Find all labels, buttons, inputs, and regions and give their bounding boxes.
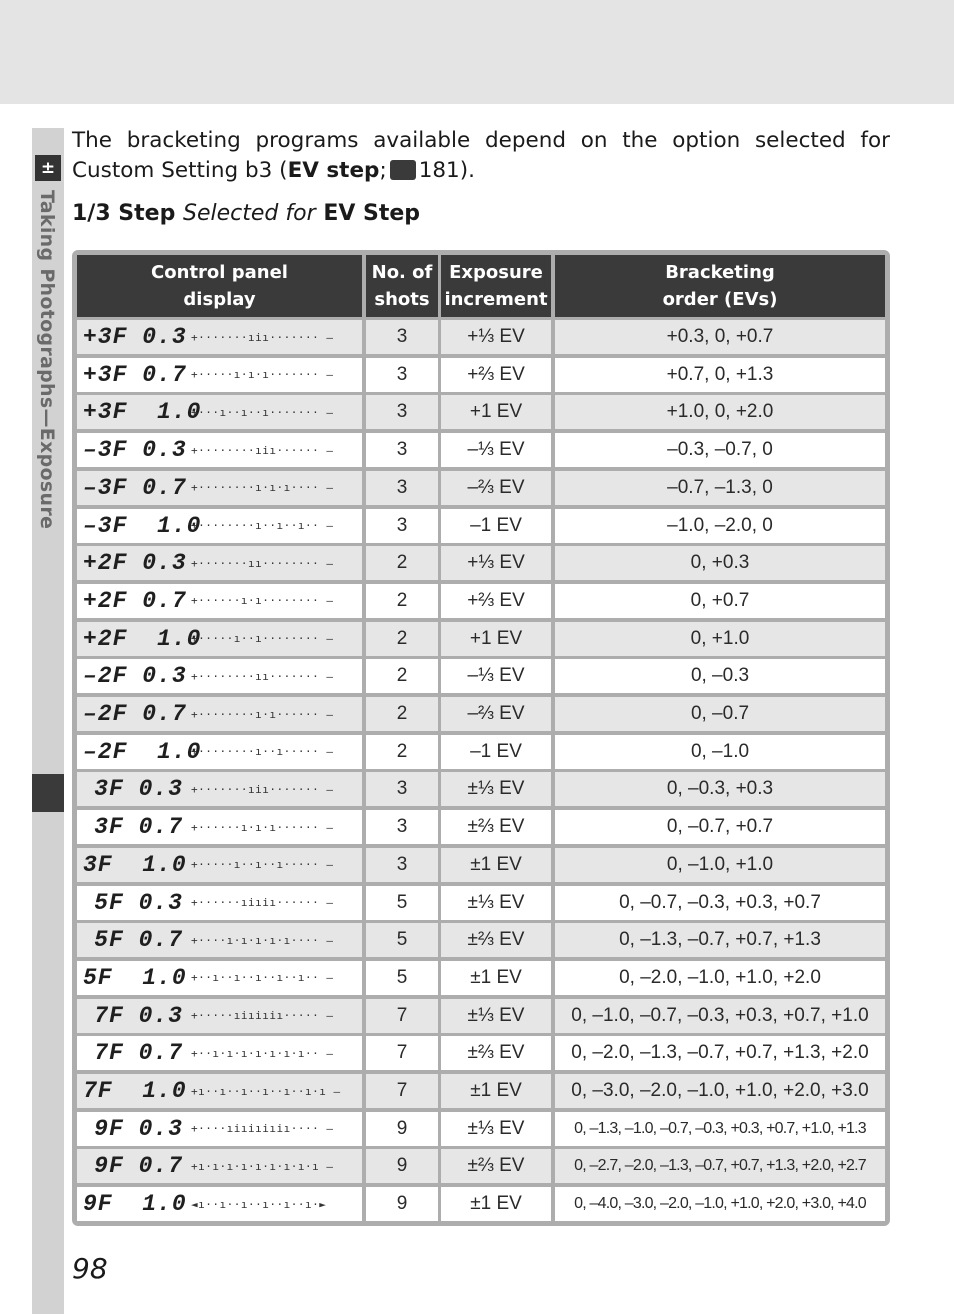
exposure-indicator: +···ı··ı··ı······· – <box>191 405 334 419</box>
intro-text: The bracketing programs available depend on the option selected for Custom Setting b3 ( <box>72 128 890 183</box>
control-panel-display-cell <box>77 848 362 882</box>
exposure-indicator: +····ı·ı·ı·ı·ı···· – <box>191 933 334 947</box>
lcd-readout: 5F 1.0 <box>83 964 187 991</box>
header-order <box>555 255 885 317</box>
incr-cell: +⅔ EV <box>441 358 551 392</box>
lcd-readout: 9F 1.0 <box>83 1191 187 1218</box>
lcd-readout: +3F 0.7 <box>83 361 187 388</box>
lcd-readout: 5F 0.3 <box>94 889 183 916</box>
exposure-indicator: +······ı·ı·ı······ – <box>191 820 334 834</box>
chapter-label: Taking Photographs—Exposure <box>36 190 58 530</box>
heading-part-3: EV Step <box>323 201 421 226</box>
incr-cell: –1 EV <box>441 735 551 769</box>
control-panel-display-cell <box>77 923 362 957</box>
lcd-readout: –2F 0.7 <box>83 701 187 727</box>
incr-cell: ±⅓ EV <box>441 886 551 920</box>
incr-cell: ±1 EV <box>441 848 551 882</box>
incr-cell: ±⅔ EV <box>441 1149 551 1183</box>
header-display-line1: Control panel <box>151 262 288 283</box>
header-display <box>77 255 362 317</box>
exposure-indicator: +········ı··ı··ı·· – <box>191 519 334 532</box>
order-cell: 0, –0.3, +0.3 <box>555 772 885 806</box>
order-cell: +1.0, 0, +2.0 <box>555 395 885 429</box>
page-number: 98 <box>72 1252 108 1285</box>
header-shots-line2: shots <box>374 289 430 310</box>
section-heading <box>72 201 420 226</box>
order-cell: 0, –1.0 <box>555 735 885 769</box>
lcd-readout: +3F 1.0 <box>83 399 202 426</box>
incr-cell: +1 EV <box>441 395 551 429</box>
exposure-indicator: +······ı·ı········ – <box>191 594 334 608</box>
shots-cell: 5 <box>366 961 438 995</box>
order-cell: 0, +1.0 <box>555 622 885 656</box>
order-cell: 0, –3.0, –2.0, –1.0, +1.0, +2.0, +3.0 <box>555 1074 885 1108</box>
order-cell: 0, –1.0, –0.7, –0.3, +0.3, +0.7, +1.0 <box>555 999 885 1033</box>
control-panel-display-cell <box>77 546 362 580</box>
exposure-indicator: +·····ıiıiıiı····· – <box>191 1009 334 1023</box>
shots-cell: 2 <box>366 735 438 769</box>
control-panel-display-cell <box>77 697 362 731</box>
order-cell: 0, –1.3, –1.0, –0.7, –0.3, +0.3, +0.7, +1.0, +1.3 <box>555 1112 885 1146</box>
heading-part-2: Selected for <box>183 201 316 226</box>
lcd-readout: 7F 0.3 <box>94 1002 183 1029</box>
shots-cell: 9 <box>366 1112 438 1146</box>
lcd-readout: 3F 0.3 <box>94 776 183 803</box>
incr-cell: ±⅓ EV <box>441 772 551 806</box>
lcd-readout: +3F 0.3 <box>83 324 187 350</box>
shots-cell: 3 <box>366 848 438 882</box>
order-cell: –0.3, –0.7, 0 <box>555 433 885 467</box>
lcd-readout: 7F 0.7 <box>94 1040 183 1067</box>
order-cell: +0.7, 0, +1.3 <box>555 358 885 392</box>
shots-cell: 5 <box>366 886 438 920</box>
control-panel-display-cell <box>77 622 362 656</box>
exposure-indicator: +····ıiıiıiıiı···· – <box>191 1122 334 1136</box>
exposure-indicator: +········ıı······· – <box>191 669 334 683</box>
header-order-line1: Bracketing <box>665 262 775 283</box>
lcd-readout: –3F 0.7 <box>83 474 187 501</box>
control-panel-display-cell <box>77 772 362 806</box>
lcd-readout: 7F 1.0 <box>83 1078 187 1104</box>
order-cell: 0, –0.3 <box>555 659 885 693</box>
incr-cell: +⅓ EV <box>441 546 551 580</box>
control-panel-display-cell <box>77 433 362 467</box>
exposure-compensation-icon: ± <box>35 155 61 181</box>
control-panel-display-cell <box>77 1074 362 1108</box>
exposure-indicator: ◄ı··ı··ı··ı··ı··ı·► <box>191 1197 327 1211</box>
order-cell: 0, +0.7 <box>555 584 885 618</box>
heading-part-1: 1/3 Step <box>72 201 176 226</box>
control-panel-display-cell <box>77 1036 362 1070</box>
shots-cell: 7 <box>366 1074 438 1108</box>
exposure-indicator: +ı·ı·ı·ı·ı·ı·ı·ı·ı – <box>191 1159 334 1173</box>
incr-cell: –⅓ EV <box>441 659 551 693</box>
incr-cell: ±⅔ EV <box>441 923 551 957</box>
exposure-indicator: +······ıiıiı······ – <box>191 896 334 909</box>
exposure-indicator: +·····ı··ı··ı····· – <box>191 858 334 872</box>
incr-cell: ±⅔ EV <box>441 1036 551 1070</box>
shots-cell: 2 <box>366 584 438 618</box>
lcd-readout: –2F 1.0 <box>83 738 202 765</box>
control-panel-display-cell <box>77 584 362 618</box>
shots-cell: 3 <box>366 433 438 467</box>
shots-cell: 3 <box>366 810 438 844</box>
exposure-indicator: +········ıiı······ – <box>191 443 334 457</box>
exposure-indicator: +·······ıı········ – <box>191 556 334 570</box>
shots-cell: 2 <box>366 697 438 731</box>
incr-cell: –⅔ EV <box>441 697 551 731</box>
incr-cell: –⅓ EV <box>441 433 551 467</box>
top-band <box>0 0 954 104</box>
shots-cell: 3 <box>366 471 438 505</box>
incr-cell: –⅔ EV <box>441 471 551 505</box>
control-panel-display-cell <box>77 999 362 1033</box>
incr-cell: +⅓ EV <box>441 320 551 354</box>
order-cell: –0.7, –1.3, 0 <box>555 471 885 505</box>
intro-ref: 181). <box>418 158 475 183</box>
exposure-indicator: +········ı·ı······ – <box>191 707 334 721</box>
lcd-readout: –3F 0.3 <box>83 437 187 464</box>
control-panel-display-cell <box>77 1187 362 1221</box>
order-cell: 0, –0.7 <box>555 697 885 731</box>
header-order-line2: order (EVs) <box>662 289 778 310</box>
exposure-indicator: +········ı··ı····· – <box>191 745 334 759</box>
shots-cell: 9 <box>366 1149 438 1183</box>
header-incr-line1: Exposure <box>449 262 543 283</box>
control-panel-display-cell <box>77 810 362 844</box>
section-marker <box>32 774 64 812</box>
lcd-readout: 3F 0.7 <box>94 814 183 841</box>
order-cell: 0, –2.0, –1.3, –0.7, +0.7, +1.3, +2.0 <box>555 1036 885 1070</box>
lcd-readout: +2F 0.7 <box>83 587 187 614</box>
exposure-indicator: +·····ı·ı·ı······· – <box>191 368 334 382</box>
control-panel-display-cell <box>77 509 362 543</box>
control-panel-display-cell <box>77 659 362 693</box>
header-display-line2: display <box>183 289 256 310</box>
shots-cell: 2 <box>366 546 438 580</box>
header-increment <box>441 255 551 317</box>
lcd-readout: +2F 1.0 <box>83 625 202 652</box>
header-shots-line1: No. of <box>371 262 433 283</box>
order-cell: 0, –4.0, –3.0, –2.0, –1.0, +1.0, +2.0, +3.0, +4.0 <box>555 1187 885 1221</box>
header-shots <box>366 255 438 317</box>
exposure-indicator: +········ı·ı·ı···· – <box>191 481 334 495</box>
incr-cell: ±⅔ EV <box>441 810 551 844</box>
order-cell: 0, –0.7, +0.7 <box>555 810 885 844</box>
header-incr-line2: increment <box>444 289 548 310</box>
incr-cell: +⅔ EV <box>441 584 551 618</box>
intro-paragraph: The bracketing programs available depend on the option selected for Custom Setting b3 (EV step; 181). <box>72 128 890 183</box>
incr-cell: ±1 EV <box>441 1187 551 1221</box>
shots-cell: 9 <box>366 1187 438 1221</box>
shots-cell: 2 <box>366 659 438 693</box>
intro-bold: EV step <box>287 158 380 183</box>
exposure-indicator: +·······ıiı······· – <box>191 330 334 344</box>
lcd-readout: 9F 0.3 <box>94 1115 183 1142</box>
control-panel-display-cell <box>77 395 362 429</box>
control-panel-display-cell <box>77 735 362 769</box>
lcd-readout: 5F 0.7 <box>94 927 183 954</box>
order-cell: +0.3, 0, +0.7 <box>555 320 885 354</box>
shots-cell: 7 <box>366 999 438 1033</box>
incr-cell: ±⅓ EV <box>441 1112 551 1146</box>
incr-cell: +1 EV <box>441 622 551 656</box>
lcd-readout: –2F 0.3 <box>83 663 187 690</box>
exposure-indicator: +·····ı··ı········ – <box>191 632 334 646</box>
control-panel-display-cell <box>77 886 362 920</box>
order-cell: 0, –2.0, –1.0, +1.0, +2.0 <box>555 961 885 995</box>
order-cell: 0, –1.3, –0.7, +0.7, +1.3 <box>555 923 885 957</box>
shots-cell: 3 <box>366 509 438 543</box>
control-panel-display-cell <box>77 320 362 354</box>
order-cell: 0, –0.7, –0.3, +0.3, +0.7 <box>555 886 885 920</box>
exposure-indicator: +·······ıiı······· – <box>191 782 334 796</box>
shots-cell: 5 <box>366 923 438 957</box>
page-reference-icon <box>390 160 416 180</box>
incr-cell: ±1 EV <box>441 1074 551 1108</box>
control-panel-display-cell <box>77 358 362 392</box>
shots-cell: 2 <box>366 622 438 656</box>
exposure-indicator: +··ı·ı·ı·ı·ı·ı·ı·· – <box>191 1046 334 1060</box>
control-panel-display-cell <box>77 1112 362 1146</box>
shots-cell: 3 <box>366 772 438 806</box>
shots-cell: 7 <box>366 1036 438 1070</box>
lcd-readout: +2F 0.3 <box>83 550 187 577</box>
order-cell: 0, +0.3 <box>555 546 885 580</box>
order-cell: 0, –1.0, +1.0 <box>555 848 885 882</box>
control-panel-display-cell <box>77 961 362 995</box>
control-panel-display-cell <box>77 1149 362 1183</box>
shots-cell: 3 <box>366 395 438 429</box>
control-panel-display-cell <box>77 471 362 505</box>
incr-cell: ±⅓ EV <box>441 999 551 1033</box>
lcd-readout: 9F 0.7 <box>94 1153 183 1180</box>
lcd-readout: –3F 1.0 <box>83 512 202 539</box>
shots-cell: 3 <box>366 358 438 392</box>
lcd-readout: 3F 1.0 <box>83 851 187 878</box>
exposure-indicator: +ı··ı··ı··ı··ı··ı·ı – <box>191 1084 341 1098</box>
order-cell: –1.0, –2.0, 0 <box>555 509 885 543</box>
shots-cell: 3 <box>366 320 438 354</box>
order-cell: 0, –2.7, –2.0, –1.3, –0.7, +0.7, +1.3, +2.0, +2.7 <box>555 1149 885 1183</box>
incr-cell: ±1 EV <box>441 961 551 995</box>
incr-cell: –1 EV <box>441 509 551 543</box>
exposure-indicator: +··ı··ı··ı··ı··ı·· – <box>191 971 334 985</box>
bracketing-table <box>72 250 890 1226</box>
